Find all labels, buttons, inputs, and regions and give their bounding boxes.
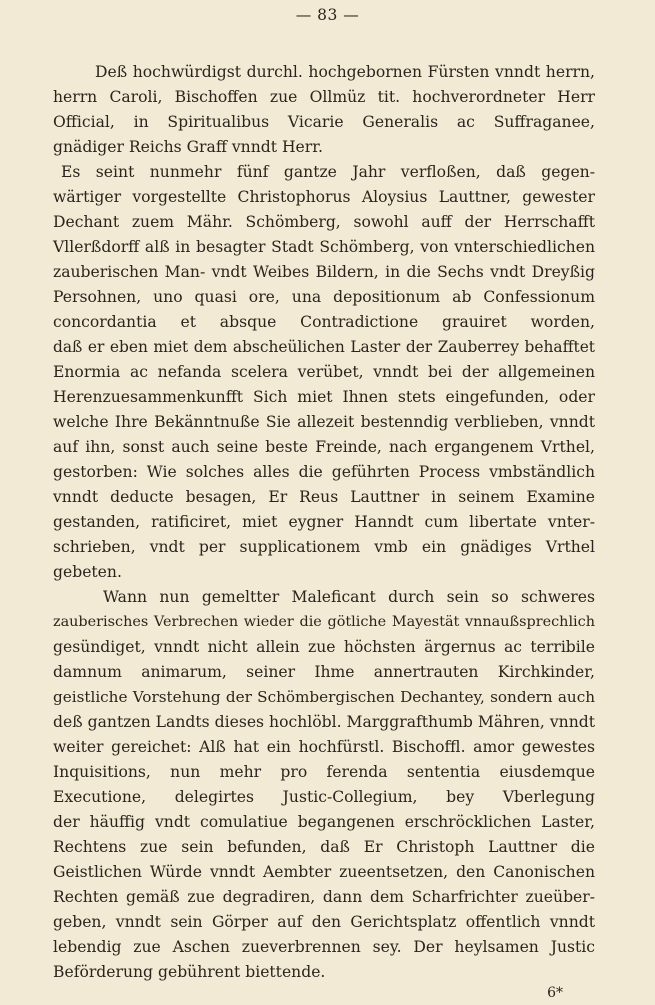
- text-line: gestanden, ratificiret, miet eygner Hanndt cum libertate vnter-: [53, 513, 595, 531]
- text-line: der häuffig vndt comulatiue begangenen erschröcklichen Laster,: [53, 813, 595, 831]
- text-line: Vllerßdorff alß in besagter Stadt Schömberg, von vnterschiedlichen: [53, 238, 595, 256]
- text-line: gebeten.: [53, 563, 122, 581]
- text-line: geistliche Vorstehung der Schömbergischen Dechantey, sondern auch: [53, 688, 595, 706]
- text-line: lebendig zue Aschen zueverbrennen sey. Der heylsamen Justic: [53, 938, 595, 956]
- text-line: Geistlichen Würde vnndt Aembter zueentsetzen, den Canonischen: [53, 863, 595, 881]
- text-line: Executione, delegirtes Justic-Collegium, bey Vberlegung: [53, 788, 595, 806]
- text-line: Dechant zuem Mähr. Schömberg, sowohl auff der Herrschafft: [53, 213, 595, 231]
- document-body: [53, 60, 595, 985]
- text-line: Beförderung gebührent biettende.: [53, 963, 326, 981]
- text-line: welche Ihre Bekänntnuße Sie allezeit bestenndig verblieben, vnndt: [53, 413, 595, 431]
- paragraph: [53, 160, 595, 585]
- text-line: concordantia et absque Contradictione grauiret worden,: [53, 313, 595, 331]
- text-line: Official, in Spiritualibus Vicarie Generalis ac Suffraganee,: [53, 113, 595, 131]
- text-line: Wann nun gemeltter Maleficant durch sein so schweres: [103, 588, 595, 606]
- text-line: gestorben: Wie solches alles die geführten Process vmbständlich: [53, 463, 595, 481]
- text-line: Inquisitions, nun mehr pro ferenda sententia eiusdemque: [53, 763, 595, 781]
- text-line: zauberisches Verbrechen wieder die götliche Mayestät vnnaußsprechlich: [53, 614, 595, 630]
- text-line: Enormia ac nefanda scelera verübet, vnndt bei der allgemeinen: [53, 363, 595, 381]
- text-line: wärtiger vorgestellte Christophorus Aloysius Lauttner, gewester: [53, 188, 595, 206]
- text-line: herrn Caroli, Bischoffen zue Ollmüz tit. hochverordneter Herr: [53, 88, 595, 106]
- text-line: Es seint nunmehr fünf gantze Jahr verfloßen, daß gegen-: [61, 163, 595, 181]
- paragraph: [53, 585, 595, 985]
- text-line: zauberischen Man- vndt Weibes Bildern, in die Sechs vndt Dreyßig: [53, 263, 595, 281]
- text-line: daß er eben miet dem abscheülichen Laster der Zauberrey behafftet: [53, 338, 595, 356]
- paragraph: [53, 60, 595, 160]
- text-line: gnädiger Reichs Graff vnndt Herr.: [53, 138, 323, 156]
- text-line: auf ihn, sonst auch seine beste Freinde, nach ergangenem Vrthel,: [53, 438, 595, 456]
- text-line: damnum animarum, seiner Ihme annertrauten Kirchkinder,: [53, 663, 595, 681]
- text-line: geben, vnndt sein Görper auf den Gerichtsplatz offentlich vnndt: [53, 913, 595, 931]
- text-line: gesündiget, vnndt nicht allein zue höchsten ärgernus ac terribile: [53, 638, 595, 656]
- text-line: Rechten gemäß zue degradiren, dann dem Scharfrichter zueüber-: [53, 888, 595, 906]
- text-line: schrieben, vndt per supplicationem vmb ein gnädiges Vrthel: [53, 538, 595, 556]
- text-line: deß gantzen Landts dieses hochlöbl. Marggrafthumb Mähren, vnndt: [53, 713, 595, 731]
- page-number: — 83 —: [295, 6, 360, 24]
- text-line: Herenzuesammenkunfft Sich miet Ihnen stets eingefunden, oder: [53, 388, 595, 406]
- printer-signature-mark: 6*: [547, 985, 563, 1001]
- text-line: weiter gereichet: Alß hat ein hochfürstl. Bischoffl. amor gewestes: [53, 738, 595, 756]
- text-line: vnndt deducte besagen, Er Reus Lauttner in seinem Examine: [53, 488, 595, 506]
- text-line: Rechtens zue sein befunden, daß Er Christoph Lauttner die: [53, 838, 595, 856]
- text-line: Persohnen, uno quasi ore, una depositionum ab Confessionum: [53, 288, 595, 306]
- text-line: Deß hochwürdigst durchl. hochgebornen Fürsten vnndt herrn,: [95, 63, 595, 81]
